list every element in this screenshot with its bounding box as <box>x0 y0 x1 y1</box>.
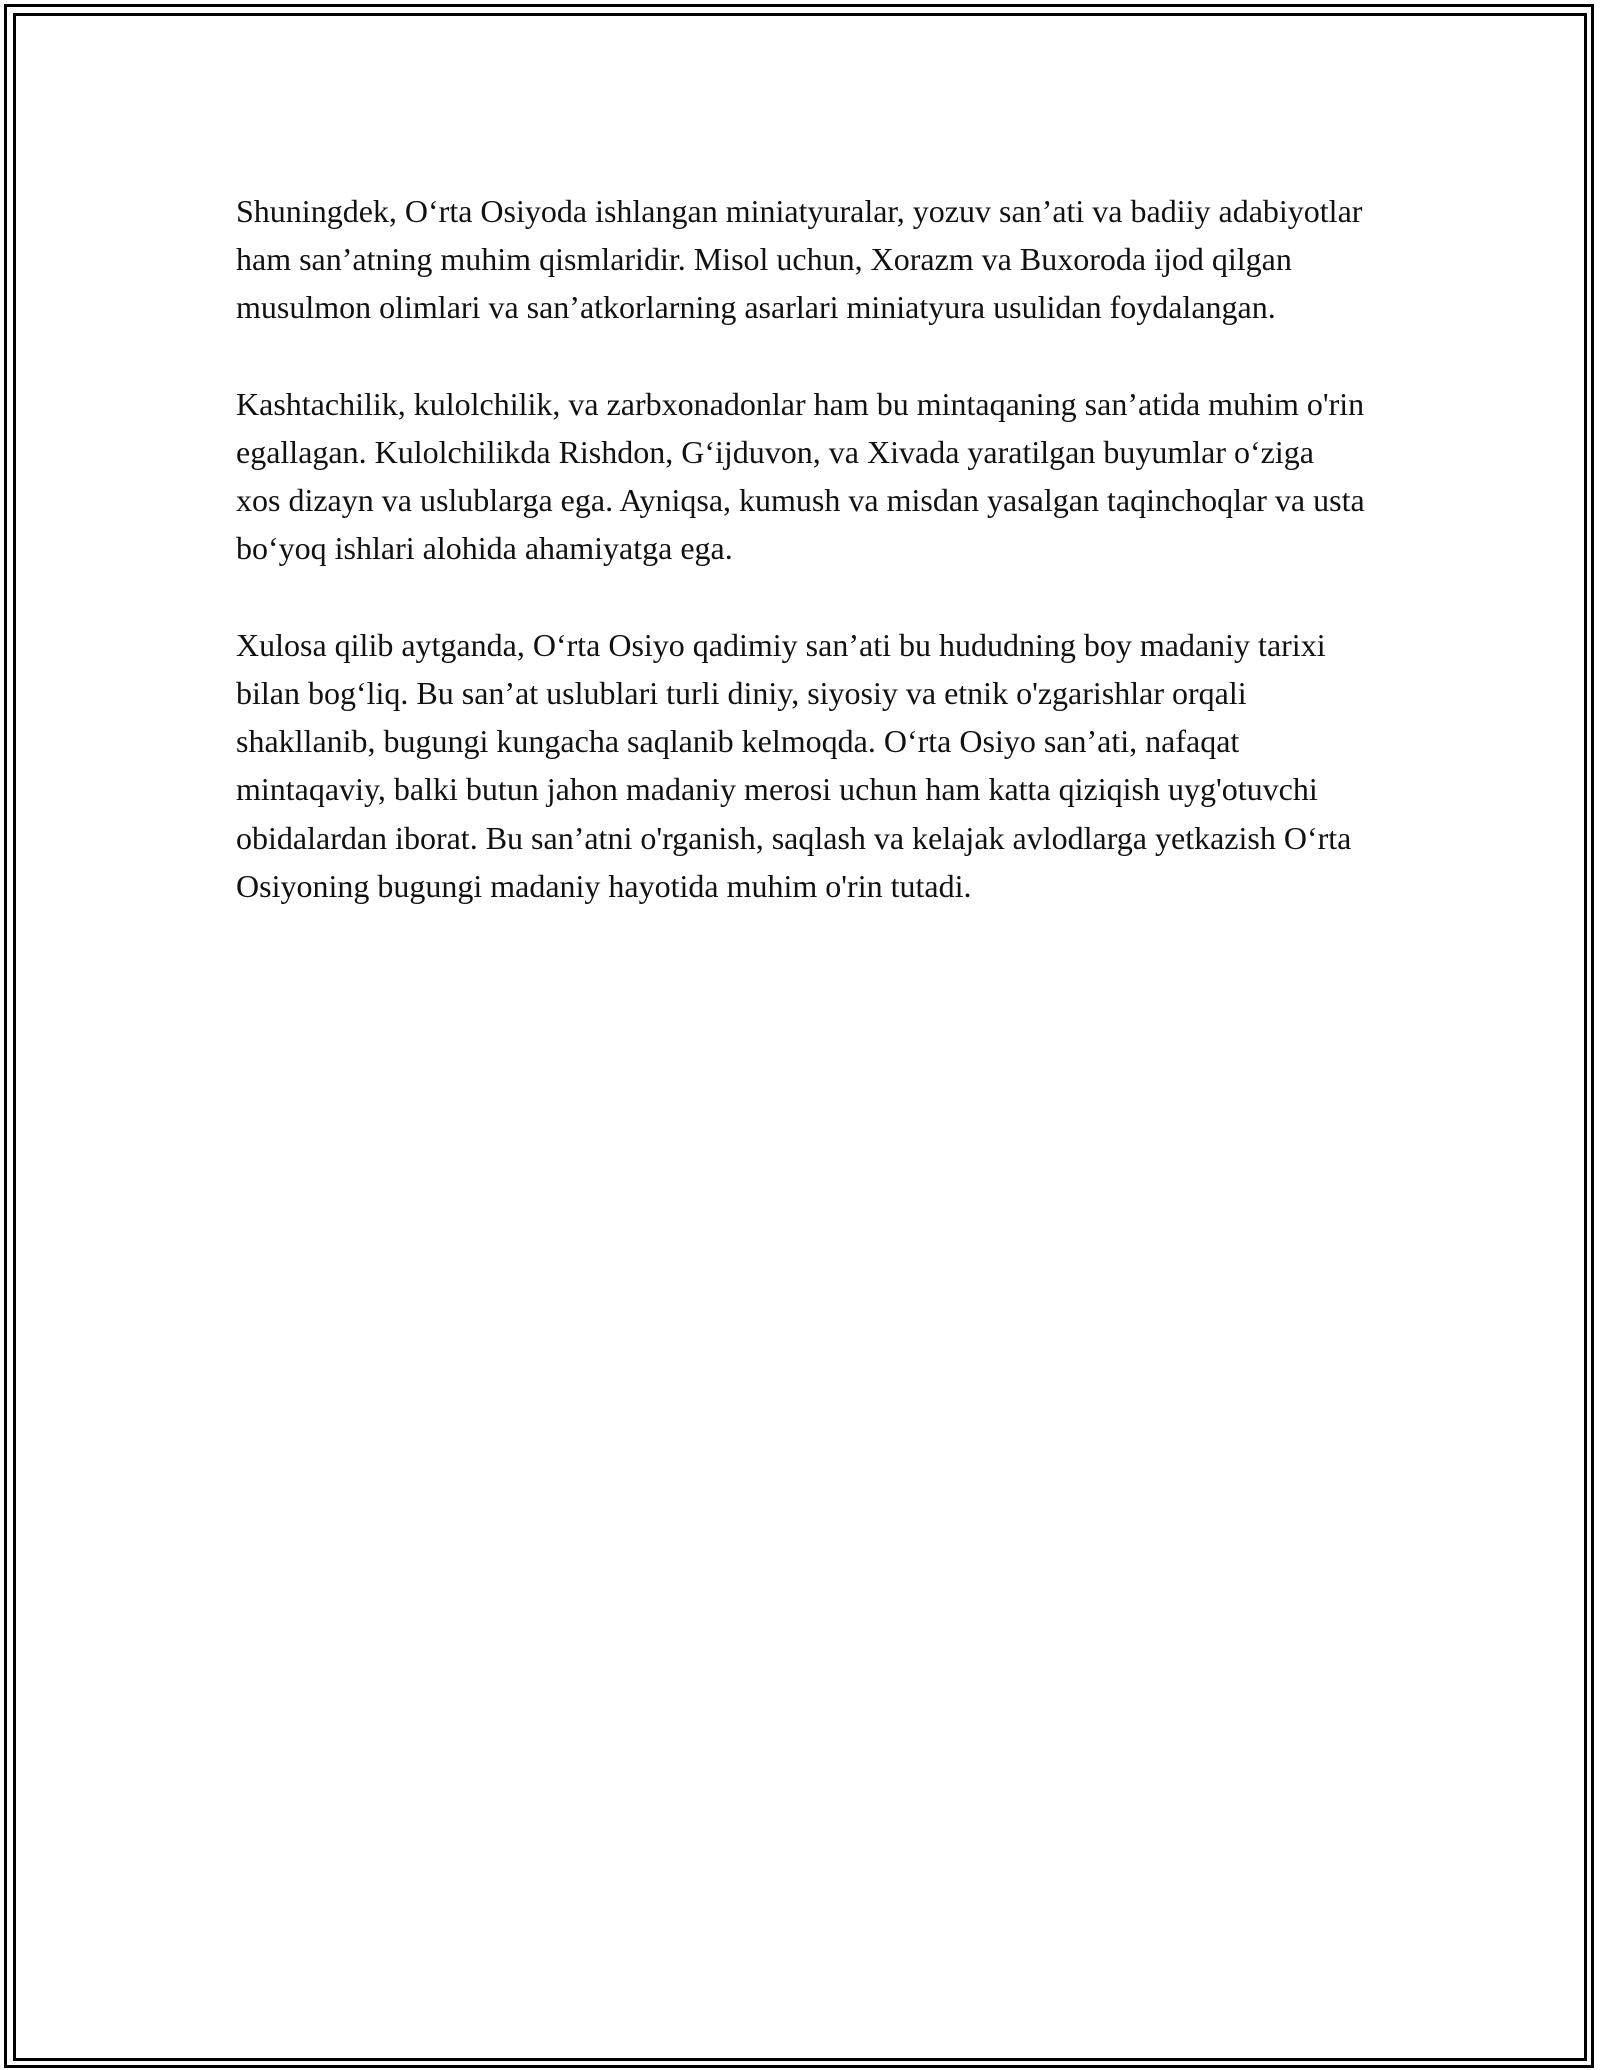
paragraph-crafts: Kashtachilik, kulolchilik, va zarbxonadonlar ham bu mintaqaning san’atida muhim o'rin egallagan. Kulolchilikda Rishdon, G‘ijduvon, va Xivada yaratilgan buyumlar o‘ziga xos dizayn va uslublarga ega. Ayniqsa, kumush va misdan yasalgan taqinchoqlar va usta bo‘yoq ishlari alohida ahamiyatga ega. <box>236 385 1365 567</box>
document-body <box>236 187 1366 958</box>
paragraph-miniatures: Shuningdek, O‘rta Osiyoda ishlangan miniatyuralar, yozuv san’ati va badiiy adabiyotlar ham san’atning muhim qismlaridir. Misol uchun, Xorazm va Buxoroda ijod qilgan musulmon olimlari va san’atkorlarning asarlari miniatyura usulidan foydalangan. <box>236 193 1363 326</box>
paragraph-conclusion: Xulosa qilib aytganda, O‘rta Osiyo qadimiy san’ati bu hududning boy madaniy tarixi bilan bog‘liq. Bu san’at uslublari turli diniy, siyosiy va etnik o'zgarishlar orqali shakllanib, bugungi kungacha saqlanib kelmoqda. O‘rta Osiyo san’ati, nafaqat mintaqaviy, balki butun jahon madaniy merosi uchun ham katta qiziqish uyg'otuvchi obidalardan iborat. Bu san’atni o'rganish, saqlash va kelajak avlodlarga yetkazish O‘rta Osiyoning bugungi madaniy hayotida muhim o'rin tutadi. <box>236 626 1352 904</box>
